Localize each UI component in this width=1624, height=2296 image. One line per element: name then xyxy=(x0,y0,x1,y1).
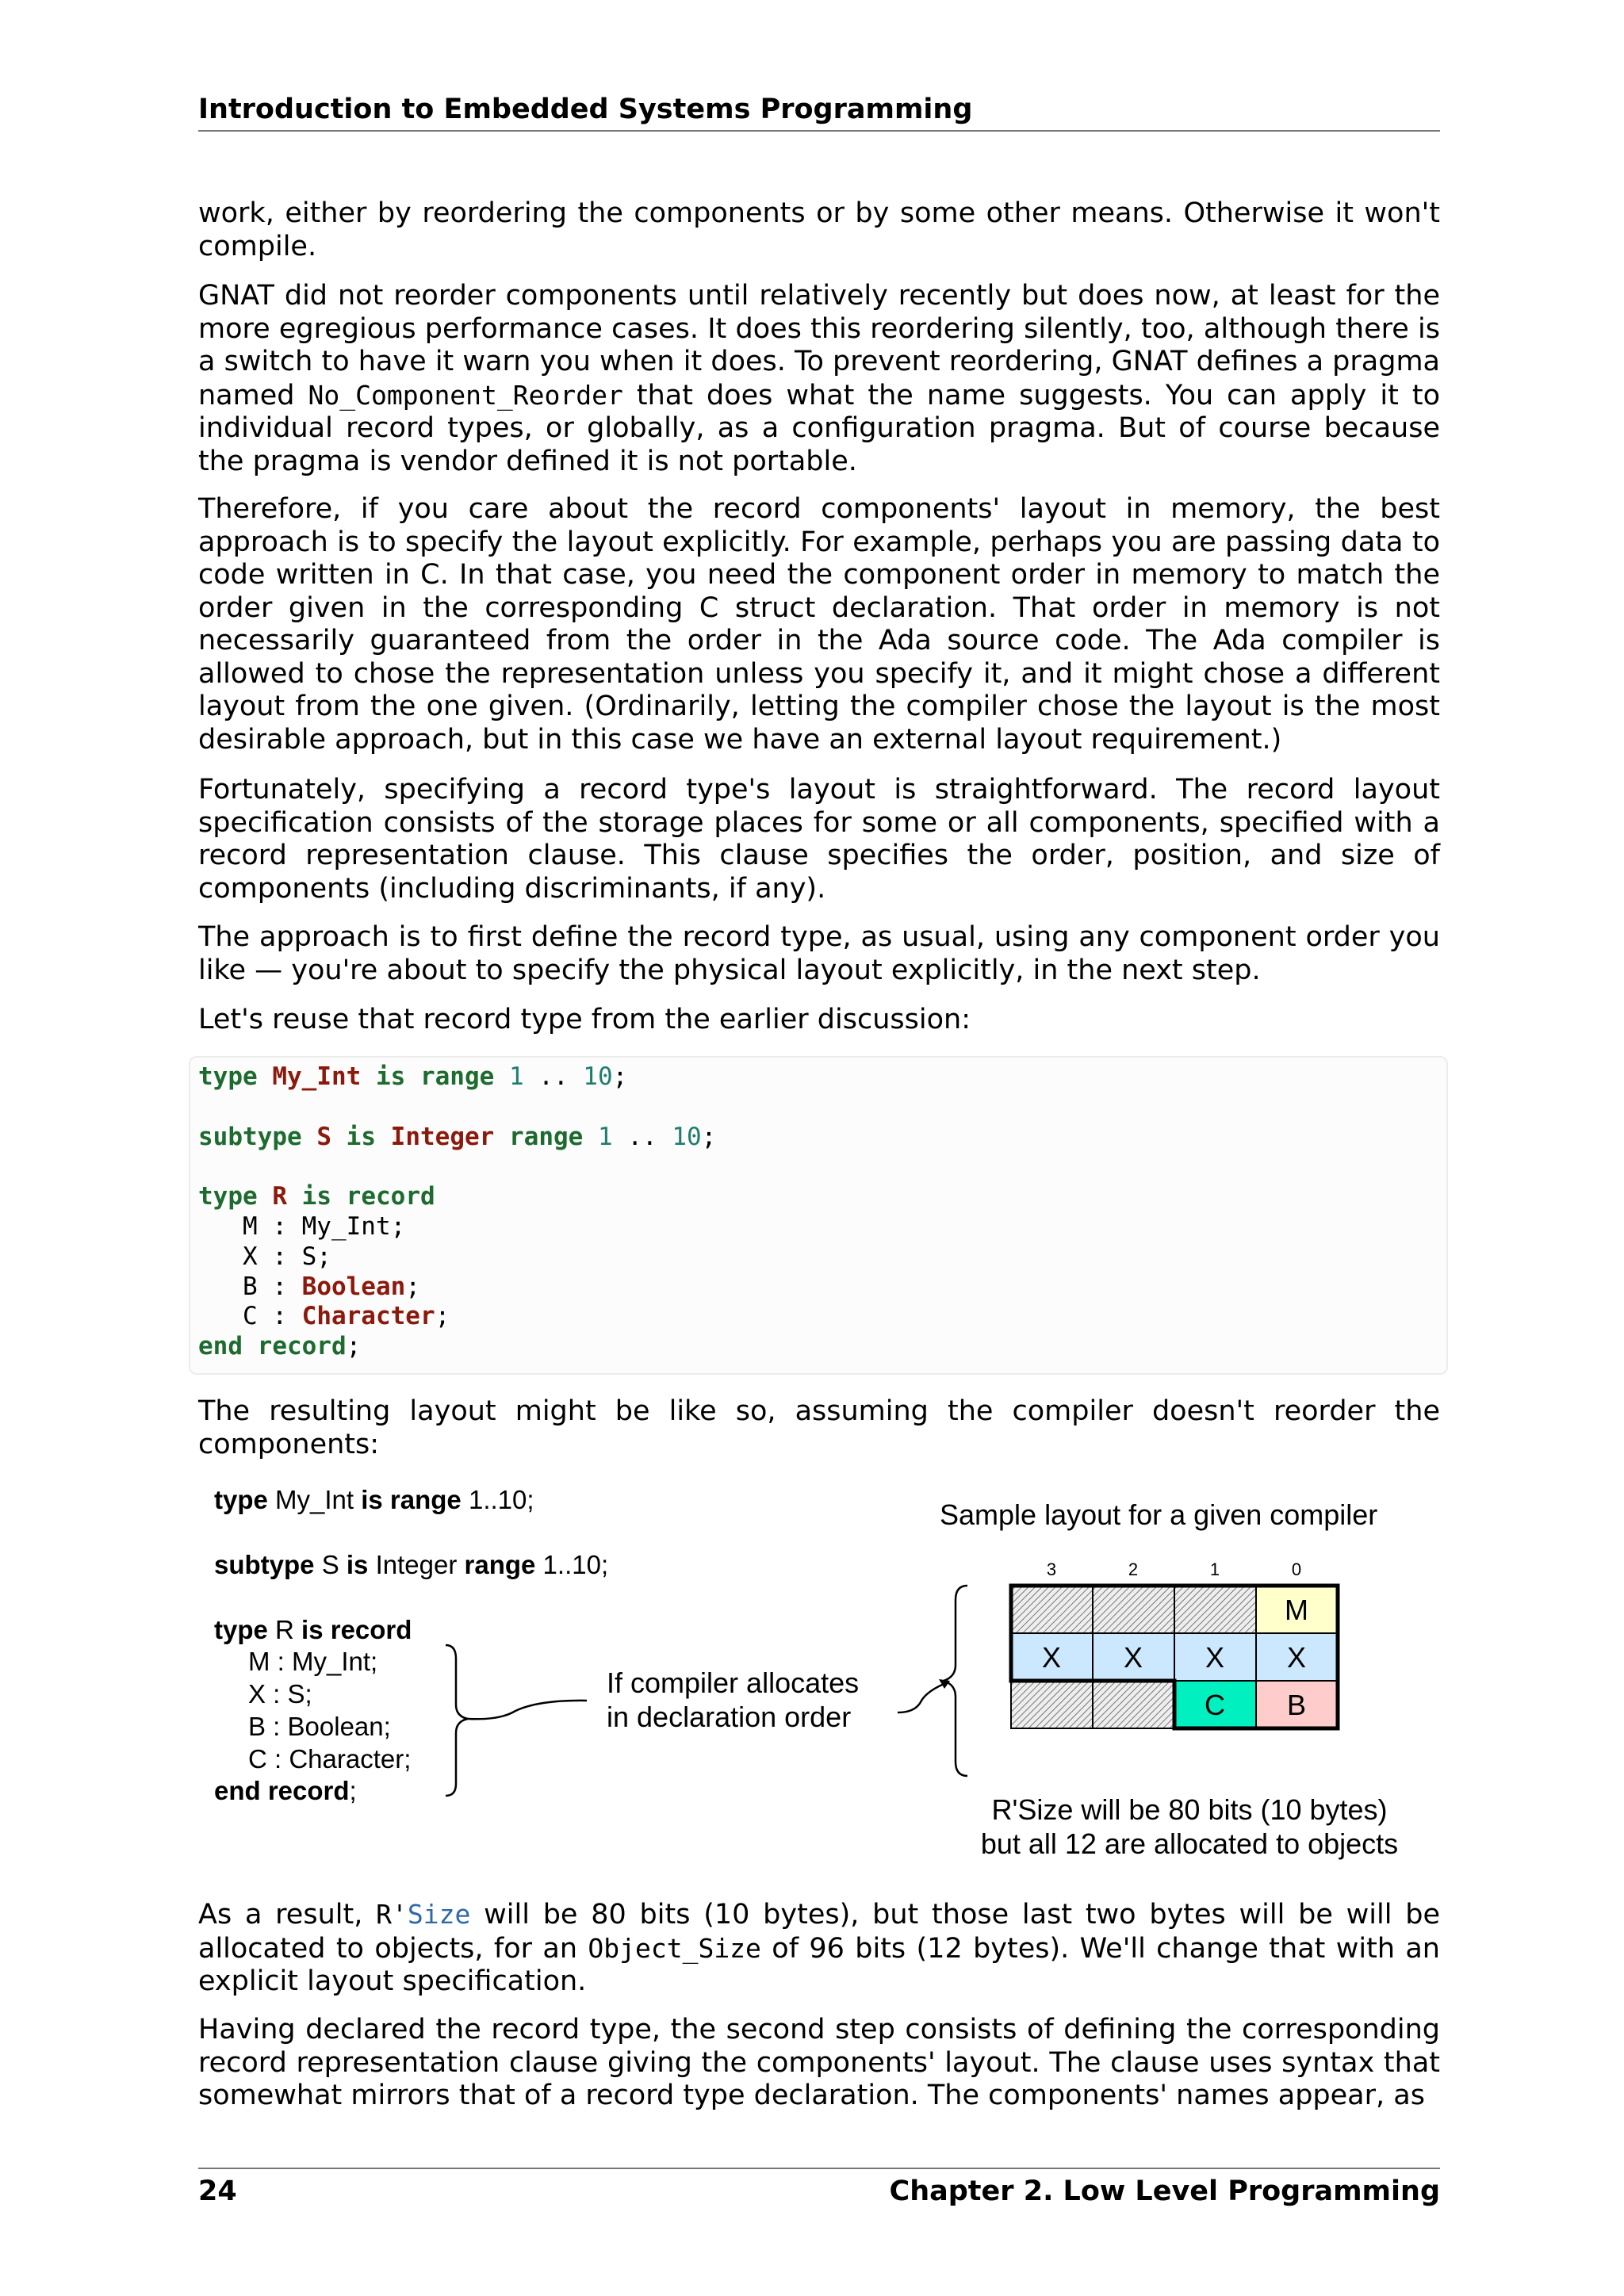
byte-label-3: 3 xyxy=(1046,1559,1057,1579)
inline-code-r-size: R'Size xyxy=(376,1899,471,1930)
document-page xyxy=(198,0,1440,2296)
byte-label-1: 1 xyxy=(1209,1559,1220,1579)
arrow-label-line-2: in declaration order xyxy=(607,1701,852,1733)
arrow-label-line-1: If compiler allocates xyxy=(607,1667,860,1699)
components-brace xyxy=(446,1645,468,1796)
grid-label-x: X xyxy=(1205,1641,1225,1674)
inline-code-pragma: No_Component_Reorder xyxy=(308,379,623,411)
byte-label-2: 2 xyxy=(1128,1559,1139,1579)
page-number: 24 xyxy=(198,2175,237,2207)
record-layout-figure xyxy=(198,1475,1440,1871)
grid-cell-unused xyxy=(1174,1586,1256,1633)
figure-declaration xyxy=(214,1485,608,1805)
grid-label-x: X xyxy=(1123,1641,1143,1674)
figure-decl-line-8: end record; xyxy=(214,1776,357,1805)
paragraph-6: Let's reuse that record type from the earlier discussion: xyxy=(198,1004,971,1035)
paragraph-1: work, either by reordering the components or by some other means. Otherwise it won't compile. xyxy=(198,197,1440,262)
paragraph-9: Having declared the record type, the second step consists of defining the corresponding record representation clause giving the components' layout. The clause uses syntax that somewhat mirrors that of a record type declaration. The components' names appear, as xyxy=(198,2014,1440,2111)
grid-cell-unused xyxy=(1093,1681,1174,1728)
paragraph-7: The resulting layout might be like so, assuming the compiler doesn't reorder the components: xyxy=(198,1395,1440,1460)
grid-label-x: X xyxy=(1286,1641,1307,1674)
footer-rule xyxy=(198,2168,1440,2169)
chapter-title: Chapter 2. Low Level Programming xyxy=(889,2175,1440,2207)
grid-label-c: C xyxy=(1205,1689,1225,1721)
layout-title: Sample layout for a given compiler xyxy=(940,1498,1378,1531)
figure-decl-line-6: B : Boolean; xyxy=(248,1712,391,1741)
code-block: type My_Int is range 1 .. 10; subtype S is Integer range 1 .. 10; type R is record M : My_Int; X : S; B : Boolean; C : Character; end record; xyxy=(198,1062,717,1361)
header-title: Introduction to Embedded Systems Programming xyxy=(198,94,973,125)
figure-decl-line-7: C : Character; xyxy=(248,1744,412,1774)
grid-label-x: X xyxy=(1041,1641,1062,1674)
paragraph-4: Fortunately, specifying a record type's layout is straightforward. The record layout specification consists of the storage places for some or all components, specified with a record representation clause. This clause specifies the order, position, and size of components (including discriminants, if any). xyxy=(198,774,1440,905)
byte-label-0: 0 xyxy=(1291,1559,1302,1579)
grid-cell-unused xyxy=(1011,1681,1093,1728)
figure-caption-line-1: R'Size will be 80 bits (10 bytes) xyxy=(991,1793,1388,1826)
inline-code-object-size: Object_Size xyxy=(588,1932,761,1964)
figure-decl-line-2: subtype S is Integer range 1..10; xyxy=(214,1550,609,1579)
figure-decl-line-1: type My_Int is range 1..10; xyxy=(214,1485,534,1514)
brace-connector xyxy=(468,1701,587,1719)
grid-label-m: M xyxy=(1285,1594,1308,1626)
paragraph-3: Therefore, if you care about the record components' layout in memory, the best approach is to specify the layout explicitly. For example, perhaps you are passing data to code written in C. In that case, you need the component order in memory to match the order given in the corresponding C struct declaration. That order in memory is not necessarily guaranteed from the order in the Ada source code. The Ada compiler is allowed to chose the representation unless you specify it, and it might chose a different layout from the one given. (Ordinarily, letting the compiler chose the layout is the most desirable approach, but in this case we have an external layout requirement.) xyxy=(198,493,1440,756)
grid-cell-unused xyxy=(1011,1586,1093,1633)
figure-decl-line-3: type R is record xyxy=(214,1615,412,1644)
grid-label-b: B xyxy=(1286,1689,1307,1721)
layout-arrow xyxy=(898,1682,948,1712)
figure-caption-line-2: but all 12 are allocated to objects xyxy=(980,1827,1399,1860)
grid-cell-unused xyxy=(1093,1586,1174,1633)
paragraph-5: The approach is to first define the record type, as usual, using any component order you like — you're about to specify the physical layout explicitly, in the next step. xyxy=(198,921,1440,986)
figure-decl-line-4: M : My_Int; xyxy=(248,1647,378,1676)
paragraph-8: As a result, R'Size will be 80 bits (10 bytes), but those last two bytes will be will be allocated to objects, for an Object_Size of 96 bits (12 bytes). We'll change that with an explicit layout specification. xyxy=(198,1899,1440,1997)
figure-decl-line-5: X : S; xyxy=(248,1679,312,1709)
paragraph-2: GNAT did not reorder components until relatively recently but does now, at least for the more egregious performance cases. It does this reordering silently, too, although there is a switch to have it warn you when it does. To prevent reordering, GNAT defines a pragma named No_Component_Reorder that does what the name suggests. You can apply it to individual record types, or globally, as a configuration pragma. But of course because the pragma is vendor defined it is not portable. xyxy=(198,280,1440,477)
running-header xyxy=(198,92,1440,132)
